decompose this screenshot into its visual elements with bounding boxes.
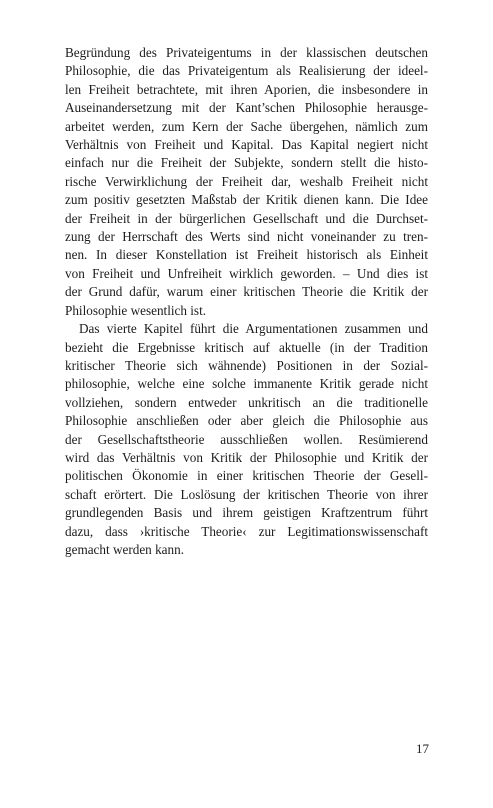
page-number: 17 — [416, 741, 429, 756]
text-line: zung der Herrschaft des Werts sind nicht voneinander zu tren- — [65, 229, 428, 245]
text-line: arbeitet werden, zum Kern der Sache übergehen, nämlich zum — [65, 118, 428, 134]
text-line: Begründung des Privateigentums in der klassischen deutschen — [65, 45, 428, 60]
text-line: gemacht werden kann. — [65, 541, 185, 557]
text-line: zum positiv gesetzten Maßstab der Kritik dienen kann. Die Idee — [65, 192, 428, 208]
text-line: dazu, dass ›kritische Theorie‹ zur Legitimationswissenschaft — [65, 523, 428, 539]
text-line: der Gesellschaftstheorie ausschließen wollen. Resümierend — [65, 431, 428, 447]
text-line: bezieht die Ergebnisse kritisch auf aktuelle (in der Tradition — [65, 339, 428, 355]
text-line: len Freiheit betrachtete, mit ihren Aporien, die insbesondere in — [65, 81, 428, 97]
text-line: philosophie, welche eine solche immanente Kritik gerade nicht — [65, 376, 428, 392]
text-line: Philosophie, die das Privateigentum als Realisierung der ideel- — [65, 63, 428, 79]
text-line: nen. In dieser Konstellation ist Freiheit historisch als Einheit — [65, 247, 428, 263]
text-line: politischen Ökonomie in einer kritischen Theorie der Gesell- — [65, 468, 428, 484]
paragraph-1 — [65, 44, 428, 320]
text-line: einfach nur die Freiheit der Subjekte, sondern stellt die histo- — [65, 155, 428, 171]
text-line: rische Verwirklichung der Freiheit dar, weshalb Freiheit nicht — [65, 173, 428, 189]
text-line: grundlegenden Basis und ihrem geistigen Kraftzentrum führt — [65, 505, 428, 521]
text-line: Philosophie wesentlich ist. — [65, 302, 207, 318]
text-line: Auseinandersetzung mit der Kant’schen Philosophie herausge- — [65, 100, 428, 116]
body-text — [65, 44, 428, 559]
text-line: der Freiheit in der bürgerlichen Gesellschaft und die Durchset- — [65, 210, 428, 226]
text-line: vollziehen, sondern entweder unkritisch an die traditionelle — [65, 394, 428, 410]
text-line: von Freiheit und Unfreiheit wirklich geworden. – Und dies ist — [65, 265, 428, 281]
text-line: Philosophie anschließen oder aber gleich die Philosophie aus — [65, 413, 428, 429]
text-line: schaft erörtert. Die Loslösung der kritischen Theorie von ihrer — [65, 486, 428, 502]
text-line: Verhältnis von Freiheit und Kapital. Das Kapital negiert nicht — [65, 137, 428, 153]
paragraph-2 — [65, 320, 428, 559]
text-line: Das vierte Kapitel führt die Argumentationen zusammen und — [79, 321, 428, 337]
text-line: wird das Verhältnis von Kritik der Philosophie und Kritik der — [65, 449, 428, 465]
text-line: kritischer Theorie sich wähnende) Positionen in der Sozial- — [65, 357, 428, 373]
text-line: der Grund dafür, warum einer kritischen Theorie die Kritik der — [65, 284, 428, 300]
